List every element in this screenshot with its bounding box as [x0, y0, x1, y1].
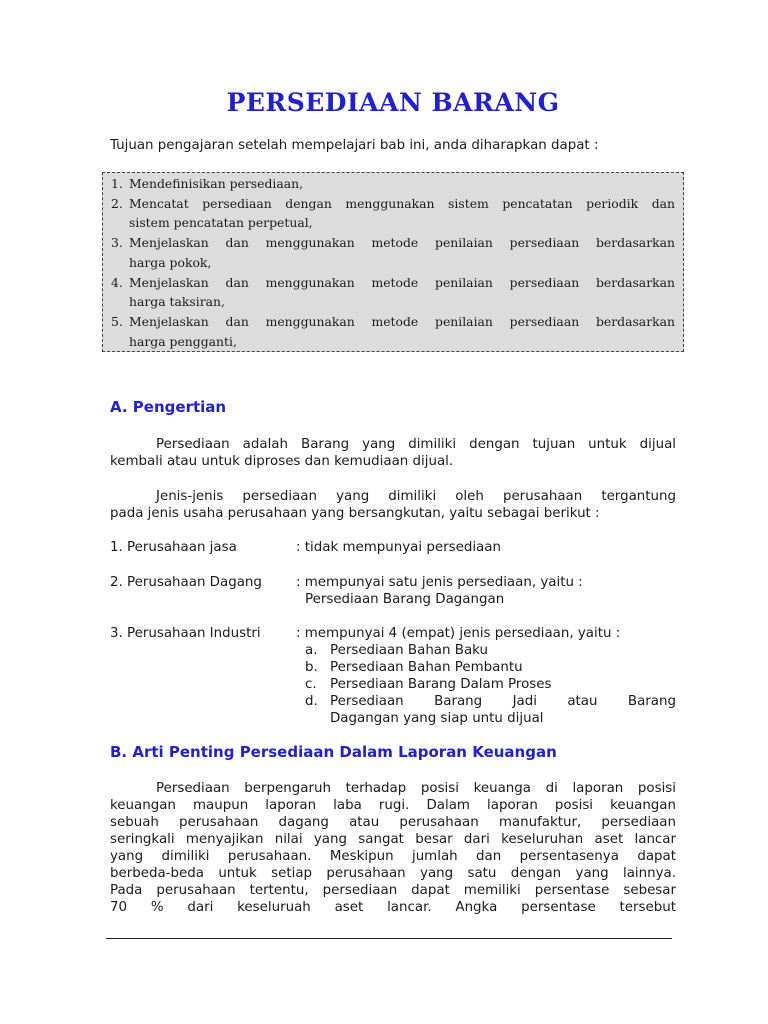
objective-item: 1. Mendefinisikan persediaan,	[111, 176, 304, 191]
page-title: PERSEDIAAN BARANG	[226, 88, 560, 117]
objective-item: 2. Mencatat persediaan dengan menggunakan sistem pencatatan periodik dan sistem pencatatan perpetual,	[111, 195, 675, 231]
intro-text: Tujuan pengajaran setelah mempelajari bab ini, anda diharapkan dapat :	[110, 138, 599, 153]
objective-item: 5. Menjelaskan dan menggunakan metode penilaian persediaan berdasarkan harga pengganti,	[111, 313, 675, 349]
objective-item: 4. Menjelaskan dan menggunakan metode penilaian persediaan berdasarkan harga taksiran,	[111, 274, 675, 310]
objective-item: 3. Menjelaskan dan menggunakan metode penilaian persediaan berdasarkan harga pokok,	[111, 235, 675, 270]
section-b-paragraph: Persediaan berpengaruh terhadap posisi keuanga di laporan posisi keuangan maupun laporan laba rugi. Dalam laporan posisi keuangan sebuah perusahaan dagang atau perusahaan manufaktur, persediaan seringkali menyajikan nilai yang sangat besar dari keseluruhan aset lancar yang dimiliki perusahaan. Meskipun jumlah dan persentasenya dapat berbeda-beda untuk setiap perusahaan yang satu dengan yang lainnya. Pada perusahaan tertentu, persediaan dapat memiliki persentase sebesar 70 % dari keseluruah aset lancar. Angka persentase tersebut	[110, 781, 676, 915]
section-a-paragraph-1: Persediaan adalah Barang yang dimiliki dengan tujuan untuk dijual kembali atau untuk diproses dan kemudiaan dijual.	[110, 437, 676, 469]
section-a-paragraph-2: Jenis-jenis persediaan yang dimiliki oleh perusahaan tergantung pada jenis usaha perusahaan yang bersangkutan, yaitu sebagai berikut :	[110, 489, 676, 521]
section-b-heading: B. Arti Penting Persediaan Dalam Laporan Keuangan	[110, 743, 557, 761]
footer-divider	[106, 938, 672, 939]
objectives-box	[102, 172, 684, 352]
objectives-list	[111, 174, 675, 351]
section-a-heading: A. Pengertian	[110, 398, 227, 416]
